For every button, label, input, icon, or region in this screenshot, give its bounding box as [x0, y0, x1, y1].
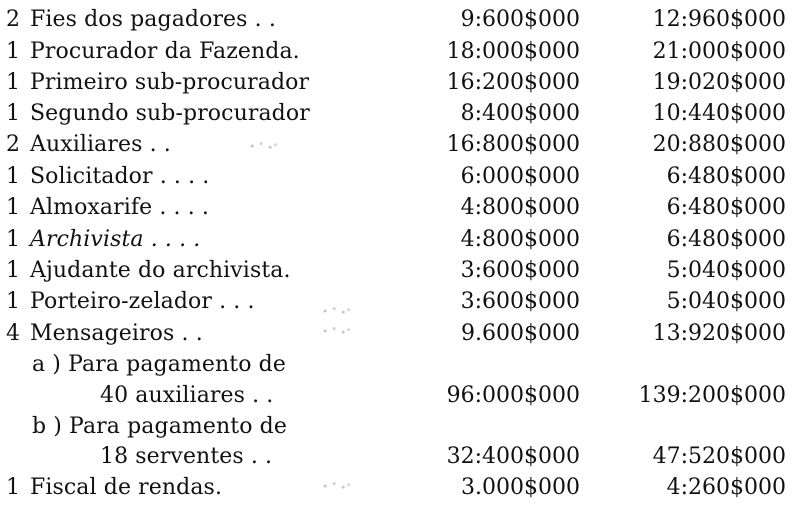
row-value-1: 16:200$000 [446, 70, 580, 95]
row-quantity: 1 [6, 39, 20, 64]
row-value-2: 12:960$000 [652, 7, 786, 32]
table-row [0, 320, 800, 348]
row-label: Procurador da Fazenda. [30, 39, 300, 64]
row-quantity: 2 [6, 132, 20, 157]
row-value-1: 4:800$000 [460, 227, 580, 252]
row-value-2: 4:260$000 [666, 475, 786, 500]
print-speck [318, 480, 354, 492]
row-label: Almoxarife . . . . [30, 195, 210, 220]
row-quantity: 2 [6, 7, 20, 32]
row-quantity: 1 [6, 164, 20, 189]
table-row [0, 382, 800, 410]
row-value-2: 5:040$000 [666, 289, 786, 314]
table-row [0, 443, 800, 471]
table-row [0, 131, 800, 159]
row-label: Auxiliares . . [30, 132, 171, 157]
row-value-1: 16:800$000 [446, 132, 580, 157]
table-row [0, 226, 800, 254]
row-value-1: 3:600$000 [460, 289, 580, 314]
row-value-1: 32:400$000 [446, 444, 580, 469]
table-row [0, 163, 800, 191]
row-value-2: 6:480$000 [666, 227, 786, 252]
row-value-2: 19:020$000 [652, 70, 786, 95]
row-value-2: 20:880$000 [652, 132, 786, 157]
row-label-italic: Archivista . . . . [30, 227, 201, 252]
row-label: Porteiro-zelador . . . [30, 289, 255, 314]
row-quantity: 1 [6, 475, 20, 500]
row-label: Fies dos pagadores . . [30, 7, 276, 32]
row-label: 18 serventes . . [100, 444, 273, 469]
row-label: Fiscal de rendas. [30, 475, 223, 500]
print-speck [318, 325, 354, 337]
row-label: Segundo sub-procurador [30, 101, 310, 126]
row-value-1: 9.600$000 [461, 321, 580, 346]
table-row [0, 413, 800, 441]
row-value-2: 10:440$000 [652, 101, 786, 126]
row-value-2: 21:000$000 [652, 39, 786, 64]
row-value-1: 4:800$000 [460, 195, 580, 220]
table-row [0, 351, 800, 379]
row-quantity: 1 [6, 258, 20, 283]
row-value-1: 9:600$000 [460, 7, 580, 32]
row-quantity: 1 [6, 289, 20, 314]
print-speck [245, 140, 281, 152]
row-label [30, 226, 200, 254]
row-value-1: 96:000$000 [446, 383, 580, 408]
table-row [0, 38, 800, 66]
row-label: Primeiro sub-procurador [30, 70, 310, 95]
row-label: Mensageiros . . [30, 321, 203, 346]
row-quantity: 1 [6, 227, 20, 252]
row-label: Ajudante do archivista. [30, 258, 291, 283]
table-row [0, 288, 800, 316]
table-row [0, 257, 800, 285]
row-value-1: 18:000$000 [446, 39, 580, 64]
table-row [0, 6, 800, 34]
row-value-2: 13:920$000 [652, 321, 786, 346]
table-row [0, 69, 800, 97]
table-row [0, 100, 800, 128]
row-quantity: 4 [6, 321, 20, 346]
row-value-2: 5:040$000 [666, 258, 786, 283]
row-label: b ) Para pagamento de [32, 414, 287, 439]
row-quantity: 1 [6, 101, 20, 126]
row-value-2: 6:480$000 [666, 164, 786, 189]
row-label: a ) Para pagamento de [32, 352, 286, 377]
row-value-2: 6:480$000 [666, 195, 786, 220]
row-value-1: 8:400$000 [460, 101, 580, 126]
row-quantity: 1 [6, 70, 20, 95]
print-speck [318, 305, 354, 317]
row-label: Solicitador . . . . [30, 164, 210, 189]
row-value-1: 3:600$000 [460, 258, 580, 283]
row-quantity: 1 [6, 195, 20, 220]
row-label: 40 auxiliares . . [100, 383, 274, 408]
table-row [0, 194, 800, 222]
row-value-2: 47:520$000 [652, 444, 786, 469]
row-value-1: 3.000$000 [461, 475, 580, 500]
table-row [0, 474, 800, 502]
row-value-2: 139:200$000 [638, 383, 786, 408]
row-value-1: 6:000$000 [460, 164, 580, 189]
